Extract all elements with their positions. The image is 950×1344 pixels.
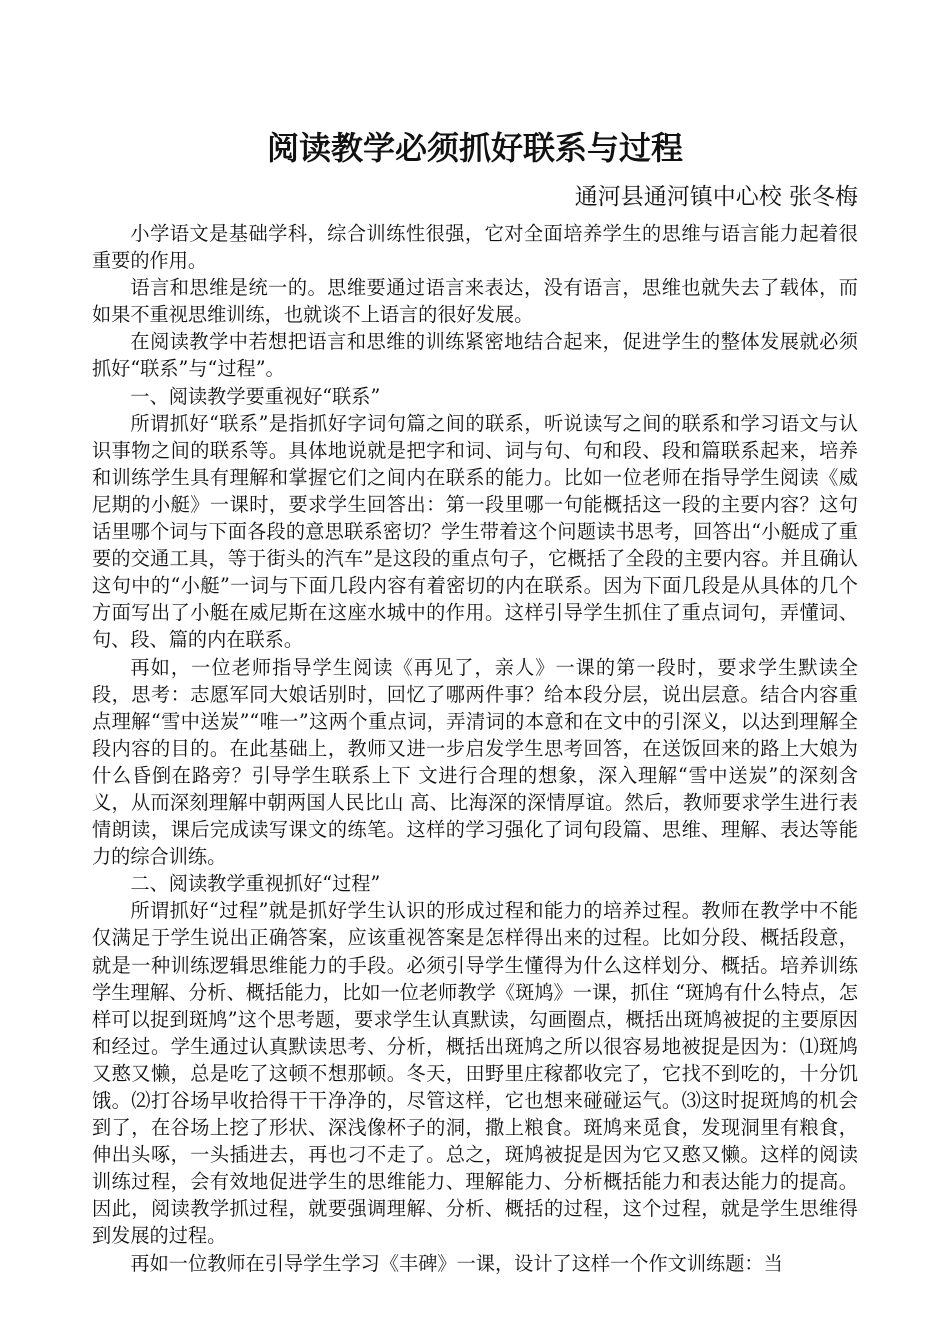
document-title: 阅读教学必须抓好联系与过程 [266,129,683,167]
section-heading-connection: 一、阅读教学要重视好“联系” [130,384,381,408]
paragraph-process-explained: 所谓抓好“过程”就是抓好学生认识的形成过程和能力的培养过程。教师在教学中不能仅满足于学生说出正确答案，应该重视答案是怎样得出来的过程。比如分段、概括段意，就是一种训练逻辑思维能力的手段。必须引导学生懂得为什么这样划分、概括。培养训练学生理解、分析、概括能力，比如一位老师教学《斑鸠》一课，抓住 “斑鸠有什么特点，怎样可以捉到斑鸠”这个思考题，要求学生认真默读，勾画圈点，概括出斑鸠被捉的主要原因和经过。学生通过认真默读思考、分析，概括出斑鸠之所以很容易地被捉是因为：⑴斑鸠又憨又懒，总是吃了这顿不想那顿。冬天，田野里庄稼都收完了，它找不到吃的，十分饥饿。⑵打谷场早收拾得干干净净的，尽管这样，它也想来碰碰运气。⑶这时捉斑鸠的机会到了，在谷场上挖了形状、深浅像杯子的洞，撒上粮食。斑鸠来觅食，发现洞里有粮食，伸出头啄，一头插进去，再也刁不走了。总之，斑鸠被捉是因为它又憨又懒。这样的阅读训练过程，会有效地促进学生的思维能力、理解能力、分析概括能力和表达能力的提高。因此，阅读教学抓过程，就要强调理解、分析、概括的过程，这个过程，就是学生思维得到发展的过程。 [92,899,858,1248]
paragraph-connection-explained: 所谓抓好“联系”是指抓好字词句篇之间的联系，听说读写之间的联系和学习语文与认识事物之间的联系等。具体地说就是把字和词、词与句、句和段、段和篇联系起来，培养和训练学生具有理解和掌握它们之间内在联系的能力。比如一位老师在指导学生阅读《威尼期的小艇》一课时，要求学生回答出：第一段里哪一句能概括这一段的主要内容？这句话里哪个词与下面各段的意思联系密切？学生带着这个问题读书思考，回答出“小艇成了重要的交通工具，等于街头的汽车”是这段的重点句子，它概括了全段的主要内容。并且确认这句中的“小艇”一词与下面几段内容有着密切的内在联系。因为下面几段是从具体的几个方面写出了小艇在威尼斯在这座水城中的作用。这样引导学生抓住了重点词句，弄懂词、句、段、篇的内在联系。 [92,411,858,652]
author-line: 通河县通河镇中心校 张冬梅 [574,184,858,210]
paragraph-connection-example: 再如，一位老师指导学生阅读《再见了，亲人》一课的第一段时，要求学生默读全段，思考：志愿军同大娘话别时，回忆了哪两件事？给本段分层，说出层意。结合内容重点理解“雪中送炭”“唯一”这两个重点词，弄清词的本意和在文中的引深义，以达到理解全段内容的目的。在此基础上，教师又进一步启发学生思考回答，在送饭回来的路上大娘为什么昏倒在路旁？引导学生联系上下 文进行合理的想象，深入理解“雪中送炭”的深刻含义，从而深刻理解中朝两国人民比山 高、比海深的深情厚谊。然后，教师要求学生进行表情朗读，课后完成读写课文的练笔。这样的学习强化了词句段篇、思维、理解、表达等能力的综合训练。 [92,655,858,869]
paragraph-thesis: 在阅读教学中若想把语言和思维的训练紧密地结合起来，促进学生的整体发展就必须抓好“联系”与“过程”。 [92,330,858,381]
paragraph-process-example: 再如一位教师在引导学生学习《丰碑》一课，设计了这样一个作文训练题：当 [130,1251,783,1275]
paragraph-language-thinking: 语言和思维是统一的。思维要通过语言来表达，没有语言，思维也就失去了载体，而如果不重视思维训练，也就谈不上语言的很好发展。 [92,276,858,327]
paragraph-intro: 小学语文是基础学科，综合训练性很强，它对全面培养学生的思维与语言能力起着很重要的作用。 [92,222,858,273]
section-heading-process: 二、阅读教学重视抓好“过程” [130,872,381,896]
document-body [92,220,858,1277]
